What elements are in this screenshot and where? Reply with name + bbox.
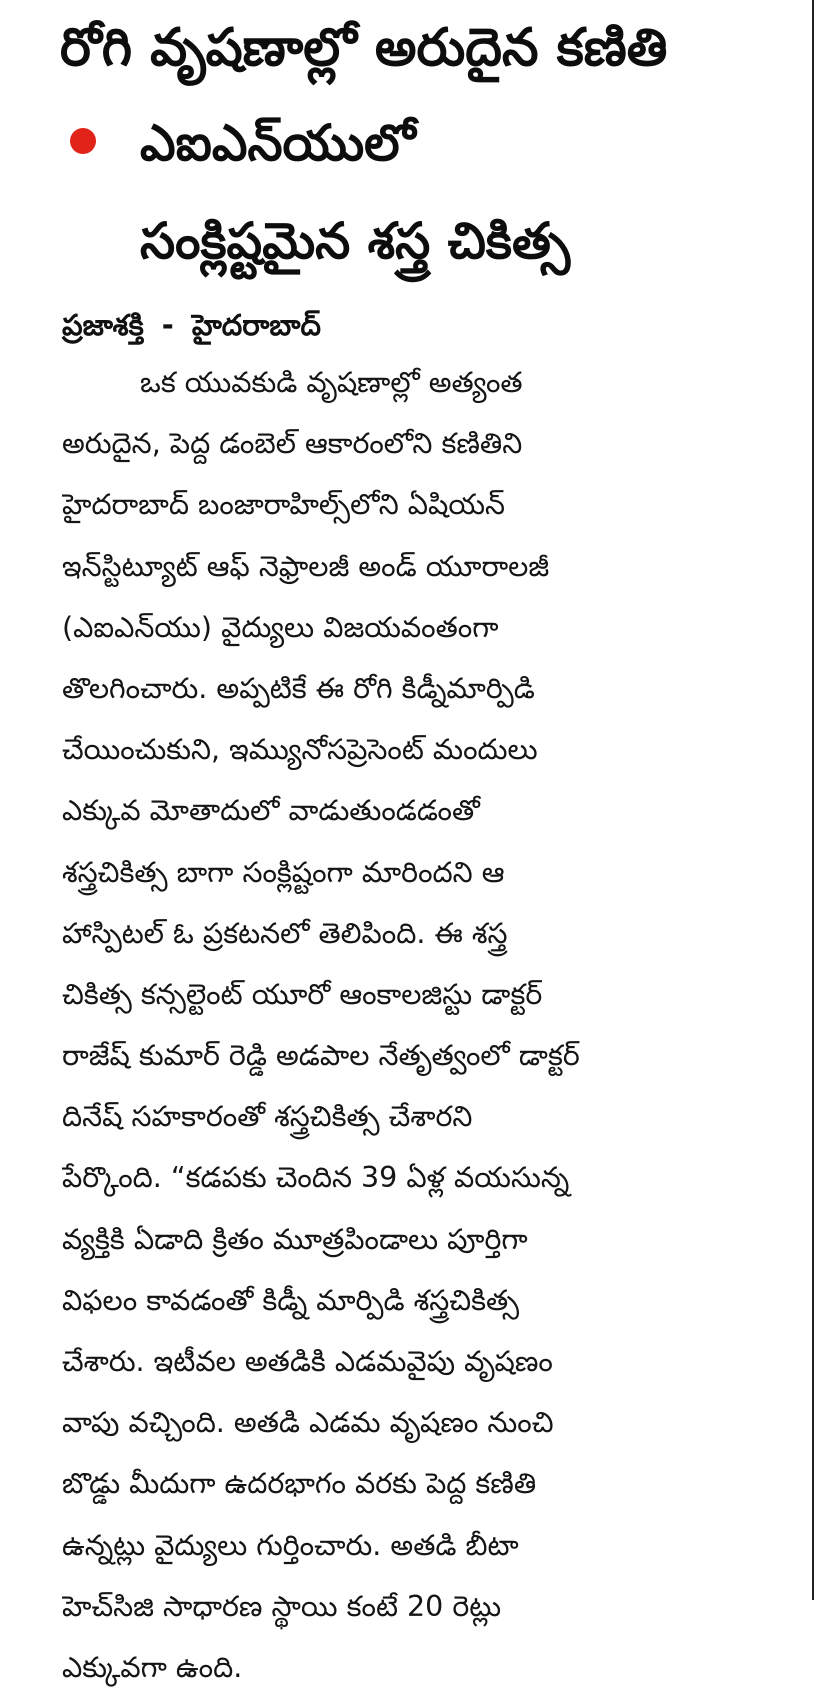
body-line: ఇన్‌స్టిట్యూట్ ఆఫ్ నెఫ్రాలజీ అండ్ యూరాలజీ xyxy=(62,549,550,583)
body-line: వ్యక్తికి ఏడాది క్రితం మూత్రపిండాలు పూర్తిగా xyxy=(62,1222,528,1256)
body-line: ఎక్కువగా ఉంది. xyxy=(62,1650,243,1684)
body-line: విఫలం కావడంతో కిడ్నీ మార్పిడి శస్త్రచికిత్స xyxy=(62,1283,520,1317)
dateline-separator: - xyxy=(161,308,174,342)
dateline-place: హైదరాబాద్ xyxy=(191,308,321,342)
body-line: రాజేష్ కుమార్ రెడ్డి అడపాల నేతృత్వంలో డాక్టర్ xyxy=(62,1039,580,1073)
dateline xyxy=(62,296,321,354)
subheading-1 xyxy=(60,98,800,188)
red-bullet-icon xyxy=(70,128,96,154)
body-line: హెచ్‌సిజి సాధారణ స్థాయి కంటే 20 రెట్లు xyxy=(62,1589,502,1623)
column-rule xyxy=(812,0,814,1600)
body-line: వాపు వచ్చింది. అతడి ఎడమ వృషణం నుంచి xyxy=(62,1406,554,1440)
body-line: ఎక్కువ మోతాదులో వాడుతుండడంతో xyxy=(62,794,480,828)
body-line: హైదరాబాద్ బంజారాహిల్స్‌లోని ఏషియన్ xyxy=(62,488,506,522)
body-line: ఒక యువకుడి వృషణాల్లో అత్యంత xyxy=(140,366,523,399)
body-line: పేర్కొంది. “కడపకు చెందిన 39 ఏళ్ల వయసున్న xyxy=(62,1161,570,1195)
body-line: చికిత్స కన్సల్టెంట్ యూరో ఆంకాలజిస్టు డాక్టర్ xyxy=(62,977,543,1011)
subheading-1-text: ఎఐఎన్‌యులో xyxy=(140,114,416,172)
body-line: బొడ్డు మీదుగా ఉదరభాగం వరకు పెద్ద కణితి xyxy=(62,1467,537,1501)
subheading-2: సంక్లిష్టమైన శస్త్ర చికిత్స xyxy=(140,212,571,270)
body-line: చేయించుకుని, ఇమ్యునోసప్రెసెంట్ మందులు xyxy=(62,733,538,767)
body-line: ఉన్నట్లు వైద్యులు గుర్తించారు. అతడి బీటా xyxy=(62,1528,519,1562)
body-line: శస్త్రచికిత్స బాగా సంక్లిష్టంగా మారిందని ఆ xyxy=(62,855,505,889)
body-line: చేశారు. ఇటీవల అతడికి ఎడమవైపు వృషణం xyxy=(62,1345,553,1378)
body-line: తొలగించారు. అప్పటికే ఈ రోగి కిడ్నీమార్పిడి xyxy=(62,671,535,705)
body-line: అరుదైన, పెద్ద డంబెల్ ఆకారంలోని కణితిని xyxy=(62,427,523,461)
body-line: (ఎఐఎన్‌యు) వైద్యులు విజయవంతంగా xyxy=(62,610,499,644)
headline: రోగి వృషణాల్లో అరుదైన కణితి xyxy=(60,18,668,78)
body-line: హాస్పిటల్ ఓ ప్రకటనలో తెలిపింది. ఈ శస్త్ర xyxy=(62,916,508,950)
dateline-source: ప్రజాశక్తి xyxy=(62,308,144,342)
article-body xyxy=(62,352,807,1698)
body-line: దినేష్ సహకారంతో శస్త్రచికిత్స చేశారని xyxy=(62,1100,473,1134)
